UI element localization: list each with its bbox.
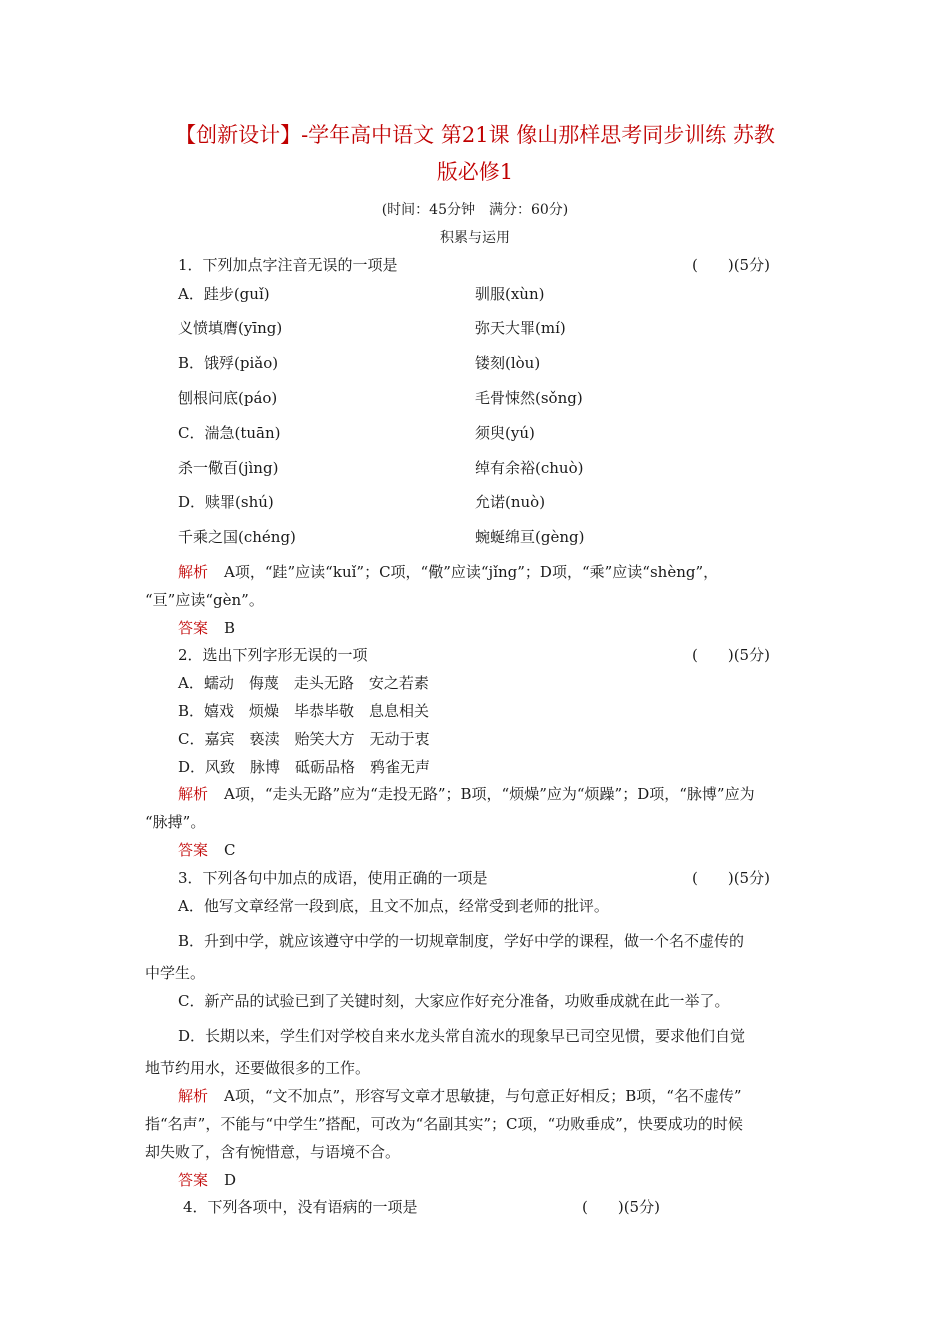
answer-label: 答案	[178, 841, 209, 859]
doc-title-line-1: 【创新设计】-学年高中语文 第21课 像山那样思考同步训练 苏教	[175, 123, 775, 147]
q2-option-c: C．嘉宾 亵渎 贻笑大方 无动于衷	[178, 730, 430, 748]
answer-label: 答案	[178, 619, 209, 637]
q1-stem: 1．下列加点字注音无误的一项是	[178, 256, 398, 274]
q1-analysis-line-2: “亘”应读“gèn”。	[145, 591, 264, 609]
q3-stem: 3．下列各句中加点的成语，使用正确的一项是	[178, 869, 488, 887]
q3-analysis-line-2: 指“名声”，不能与“中学生”搭配，可改为“名副其实”；C项，“功败垂成”，快要成功的时候	[145, 1115, 743, 1133]
q1-option-b-3: 刨根问底(páo)	[178, 389, 278, 407]
q1-option-b-4: 毛骨悚然(sǒng)	[475, 389, 583, 407]
q1-option-a-3: 义愤填膺(yīng)	[178, 319, 283, 337]
q3-option-d-line-2: 地节约用水，还要做很多的工作。	[145, 1059, 371, 1077]
q1-option-c-2: 须臾(yú)	[475, 424, 535, 442]
analysis-label: 解析	[178, 1087, 209, 1105]
q1-option-d-3: 千乘之国(chéng)	[178, 528, 296, 546]
answer-label: 答案	[178, 1171, 209, 1189]
q1-option-b-1: B．饿殍(piǎo)	[178, 354, 279, 372]
q1-analysis-line-1: A项，“跬”应读“kuǐ”；C项，“儆”应读“jǐng”；D项，“乘”应读“shèng”，	[224, 563, 719, 581]
q1-option-a-2: 驯服(xùn)	[475, 285, 545, 303]
q2-analysis-line-2: “脉搏”。	[145, 813, 206, 831]
q3-option-b-line-2: 中学生。	[145, 964, 206, 982]
q1-option-a-1: A．跬步(guǐ)	[178, 285, 270, 303]
doc-title-line-2: 版必修1	[436, 160, 514, 184]
q3-answer-value: D	[224, 1171, 237, 1189]
q2-option-b: B．嬉戏 烦燥 毕恭毕敬 息息相关	[178, 702, 430, 720]
q2-answer	[178, 839, 236, 860]
q2-analysis	[178, 783, 755, 804]
q1-analysis	[178, 561, 718, 582]
q1-option-c-4: 绰有余裕(chuò)	[475, 459, 584, 477]
q1-option-c-3: 杀一儆百(jìng)	[178, 459, 279, 477]
q3-option-a: A．他写文章经常一段到底，且文不加点，经常受到老师的批评。	[178, 897, 609, 915]
q2-answer-value: C	[224, 841, 236, 859]
analysis-label: 解析	[178, 785, 209, 803]
time-score-info: (时间：45分钟 满分：60分)	[381, 202, 569, 218]
q3-score: ( )(5分)	[692, 869, 770, 887]
q1-option-a-4: 弥天大罪(mí)	[475, 319, 566, 337]
q3-analysis-line-1: A项，“文不加点”，形容写文章才思敏捷，与句意正好相反；B项，“名不虚传”	[224, 1087, 742, 1105]
q1-answer	[178, 617, 235, 638]
q1-option-c-1: C．湍急(tuān)	[178, 424, 281, 442]
q2-stem: 2．选出下列字形无误的一项	[178, 646, 368, 664]
q1-score: ( )(5分)	[692, 256, 770, 274]
q1-option-b-2: 镂刻(lòu)	[475, 354, 541, 372]
q1-option-d-2: 允诺(nuò)	[475, 493, 546, 511]
q3-answer	[178, 1169, 236, 1190]
section-heading: 积累与运用	[440, 230, 510, 246]
q2-option-d: D．风致 脉博 砥砺品格 鸦雀无声	[178, 758, 431, 776]
q3-analysis	[178, 1085, 742, 1106]
q1-option-d-1: D．赎罪(shú)	[178, 493, 274, 511]
q1-answer-value: B	[224, 619, 236, 637]
q4-score: ( )(5分)	[582, 1198, 660, 1216]
q3-option-d-line-1: D．长期以来，学生们对学校自来水龙头常自流水的现象早已司空见惯，要求他们自觉	[178, 1027, 746, 1045]
q2-score: ( )(5分)	[692, 646, 770, 664]
q2-analysis-line-1: A项，“走头无路”应为“走投无路”；B项，“烦燥”应为“烦躁”；D项，“脉博”应为	[224, 785, 755, 803]
q3-option-c: C．新产品的试验已到了关键时刻，大家应作好充分准备，功败垂成就在此一举了。	[178, 992, 730, 1010]
q1-option-d-4: 蜿蜒绵亘(gèng)	[475, 528, 585, 546]
q4-stem: 4．下列各项中，没有语病的一项是	[183, 1198, 418, 1216]
q2-option-a: A．蠕动 侮蔑 走头无路 安之若素	[178, 674, 429, 692]
analysis-label: 解析	[178, 563, 209, 581]
q3-analysis-line-3: 却失败了，含有惋惜意，与语境不合。	[145, 1143, 401, 1161]
q3-option-b-line-1: B．升到中学，就应该遵守中学的一切规章制度，学好中学的课程，做一个名不虚传的	[178, 932, 745, 950]
